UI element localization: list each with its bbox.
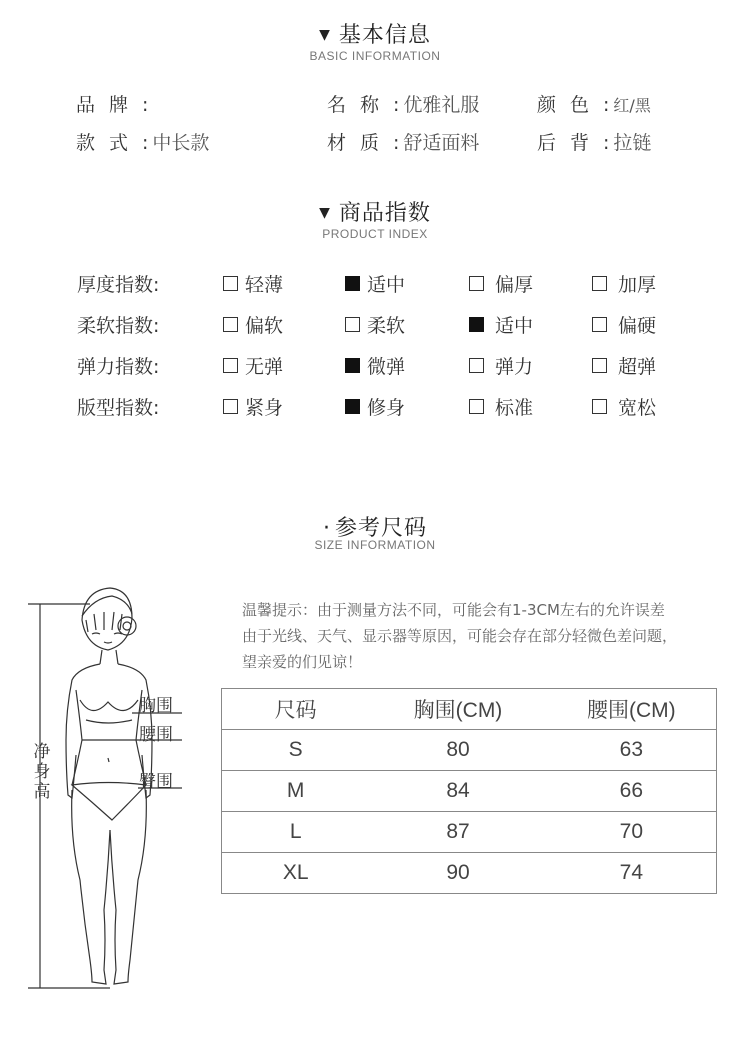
- field-back: [537, 128, 651, 155]
- notice-line: 由于光线、天气、显示器等原因，可能会存在部分轻微色差问题，: [242, 627, 678, 645]
- notice-line: 温馨提示：由于测量方法不同，可能会有1-3CM左右的允许误差: [242, 601, 665, 619]
- index-option-label: 超弹: [618, 356, 657, 378]
- index-option: [592, 270, 656, 297]
- cell-chest: 90: [369, 853, 546, 894]
- index-row-label: 柔软指数:: [77, 315, 160, 337]
- field-value: 优雅礼服: [403, 94, 480, 116]
- index-option: [345, 311, 405, 338]
- unchecked-box-icon: [223, 358, 238, 373]
- chest-label: 胸围: [139, 696, 173, 716]
- index-option: [469, 270, 533, 297]
- basic-info-title-text: 基本信息: [338, 23, 431, 48]
- unchecked-box-icon: [592, 358, 607, 373]
- field-key: 款式: [76, 132, 143, 154]
- cell-waist: 66: [547, 771, 717, 812]
- index-option-label: 柔软: [367, 315, 406, 337]
- field-value: 红/黑: [613, 96, 651, 115]
- hip-label: 臀围: [139, 772, 173, 792]
- index-option-label: 轻薄: [245, 274, 284, 296]
- table-row: [222, 853, 717, 894]
- index-option: [345, 393, 405, 420]
- waist-label: 腰围: [139, 725, 173, 745]
- index-option-label: 适中: [367, 274, 406, 296]
- field-material: [327, 128, 479, 155]
- size-table-header: [222, 689, 717, 730]
- table-row: [222, 730, 717, 771]
- unchecked-box-icon: [592, 276, 607, 291]
- bullet-dot-icon: ·: [322, 516, 331, 541]
- triangle-down-icon: ▼: [319, 205, 331, 221]
- field-style: [76, 128, 209, 155]
- field-colon: :: [393, 94, 400, 116]
- index-option: [592, 311, 656, 338]
- index-option-label: 弹力: [495, 356, 534, 378]
- size-info-title-text: 参考尺码: [334, 516, 427, 541]
- table-row: [222, 771, 717, 812]
- index-option-label: 标准: [495, 397, 534, 419]
- field-colon: :: [603, 132, 610, 154]
- unchecked-box-icon: [469, 276, 484, 291]
- index-option-label: 加厚: [618, 274, 657, 296]
- cell-size: M: [222, 771, 370, 812]
- index-option: [469, 352, 533, 379]
- header-chest: 胸围(CM): [369, 689, 546, 730]
- field-brand: [76, 90, 160, 117]
- height-char: 身: [33, 762, 51, 782]
- field-key: 名称: [327, 94, 394, 116]
- field-color: [537, 90, 651, 117]
- index-option: [223, 311, 283, 338]
- unchecked-box-icon: [223, 276, 238, 291]
- cell-waist: 63: [547, 730, 717, 771]
- field-value: 舒适面料: [403, 132, 480, 154]
- index-option-label: 偏厚: [495, 274, 534, 296]
- triangle-down-icon: ▼: [319, 27, 331, 43]
- product-index-subtitle: PRODUCT INDEX: [322, 227, 428, 241]
- basic-info-subtitle: BASIC INFORMATION: [309, 49, 441, 63]
- field-colon: :: [142, 132, 149, 154]
- header-waist: 腰围(CM): [547, 689, 717, 730]
- unchecked-box-icon: [592, 317, 607, 332]
- field-key: 品牌: [76, 94, 143, 116]
- index-option: [223, 393, 283, 420]
- header-size: 尺码: [222, 689, 370, 730]
- index-option: [592, 352, 656, 379]
- product-index-title: [0, 196, 750, 227]
- unchecked-box-icon: [469, 399, 484, 414]
- cell-waist: 70: [547, 812, 717, 853]
- cell-chest: 87: [369, 812, 546, 853]
- checked-box-icon: [469, 317, 484, 332]
- unchecked-box-icon: [469, 358, 484, 373]
- index-option-label: 微弹: [367, 356, 406, 378]
- cell-size: L: [222, 812, 370, 853]
- unchecked-box-icon: [592, 399, 607, 414]
- field-key: 后背: [537, 132, 604, 154]
- index-row-label: 弹力指数:: [77, 356, 160, 378]
- unchecked-box-icon: [223, 317, 238, 332]
- field-name: [327, 90, 479, 117]
- cell-size: S: [222, 730, 370, 771]
- index-row-label: 版型指数:: [77, 397, 160, 419]
- cell-chest: 80: [369, 730, 546, 771]
- height-label: [32, 742, 52, 802]
- index-row-label: 厚度指数:: [77, 274, 160, 296]
- basic-info-title: [0, 18, 750, 49]
- index-option: [223, 270, 283, 297]
- checked-box-icon: [345, 276, 360, 291]
- field-value: 拉链: [613, 132, 652, 154]
- index-option: [469, 393, 533, 420]
- unchecked-box-icon: [345, 317, 360, 332]
- index-option-label: 无弹: [245, 356, 284, 378]
- index-option: [469, 311, 533, 338]
- size-info-subtitle: SIZE INFORMATION: [314, 538, 436, 552]
- field-colon: :: [393, 132, 400, 154]
- index-option: [345, 270, 405, 297]
- cell-chest: 84: [369, 771, 546, 812]
- index-option-label: 偏硬: [618, 315, 657, 337]
- cell-size: XL: [222, 853, 370, 894]
- field-value: 中长款: [152, 132, 210, 154]
- size-notice: [242, 597, 722, 675]
- size-table: [221, 688, 717, 894]
- field-key: 材质: [327, 132, 394, 154]
- field-colon: :: [603, 94, 610, 116]
- table-row: [222, 812, 717, 853]
- checked-box-icon: [345, 399, 360, 414]
- field-key: 颜色: [537, 94, 604, 116]
- field-colon: :: [142, 94, 149, 116]
- index-option-label: 适中: [495, 315, 534, 337]
- height-char: 高: [33, 782, 51, 802]
- product-index-title-text: 商品指数: [338, 201, 431, 226]
- index-option-label: 紧身: [245, 397, 284, 419]
- index-option: [223, 352, 283, 379]
- index-option-label: 修身: [367, 397, 406, 419]
- cell-waist: 74: [547, 853, 717, 894]
- checked-box-icon: [345, 358, 360, 373]
- unchecked-box-icon: [223, 399, 238, 414]
- index-option: [345, 352, 405, 379]
- height-char: 净: [33, 742, 51, 762]
- notice-line: 望亲爱的们见谅！: [242, 653, 363, 671]
- index-option: [592, 393, 656, 420]
- index-option-label: 宽松: [618, 397, 657, 419]
- index-option-label: 偏软: [245, 315, 284, 337]
